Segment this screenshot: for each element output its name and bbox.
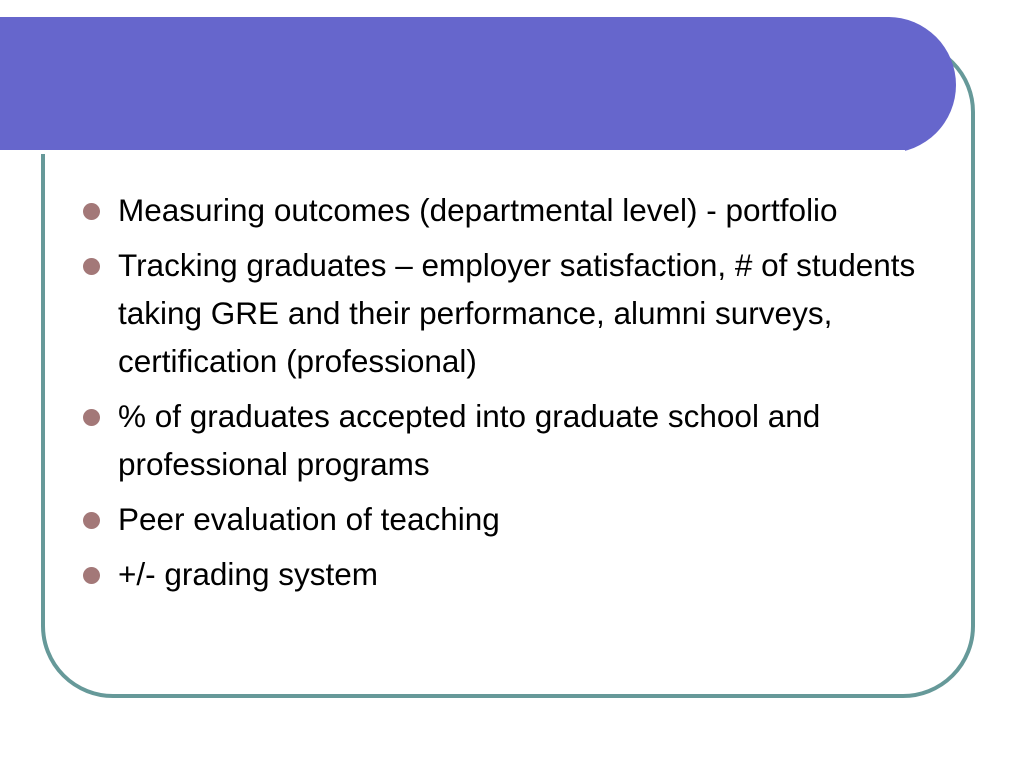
bullet-text: Measuring outcomes (departmental level) - portfolio (118, 192, 838, 228)
title-divider (0, 150, 905, 154)
title-band (0, 17, 956, 153)
bullet-list (82, 186, 952, 605)
circle-bullet-icon (83, 258, 100, 275)
bullet-text: Tracking graduates – employer satisfaction, # of students taking GRE and their performance, alumni surveys, certification (professional) (118, 247, 916, 379)
circle-bullet-icon (83, 203, 100, 220)
circle-bullet-icon (83, 512, 100, 529)
circle-bullet-icon (83, 567, 100, 584)
bullet-text: Peer evaluation of teaching (118, 501, 500, 537)
bullet-item (82, 495, 952, 543)
bullet-item (82, 550, 952, 598)
bullet-item (82, 241, 952, 385)
bullet-text: % of graduates accepted into graduate school and professional programs (118, 398, 821, 482)
bullet-text: +/- grading system (118, 556, 378, 592)
bullet-item (82, 186, 952, 234)
bullet-item (82, 392, 952, 488)
circle-bullet-icon (83, 409, 100, 426)
